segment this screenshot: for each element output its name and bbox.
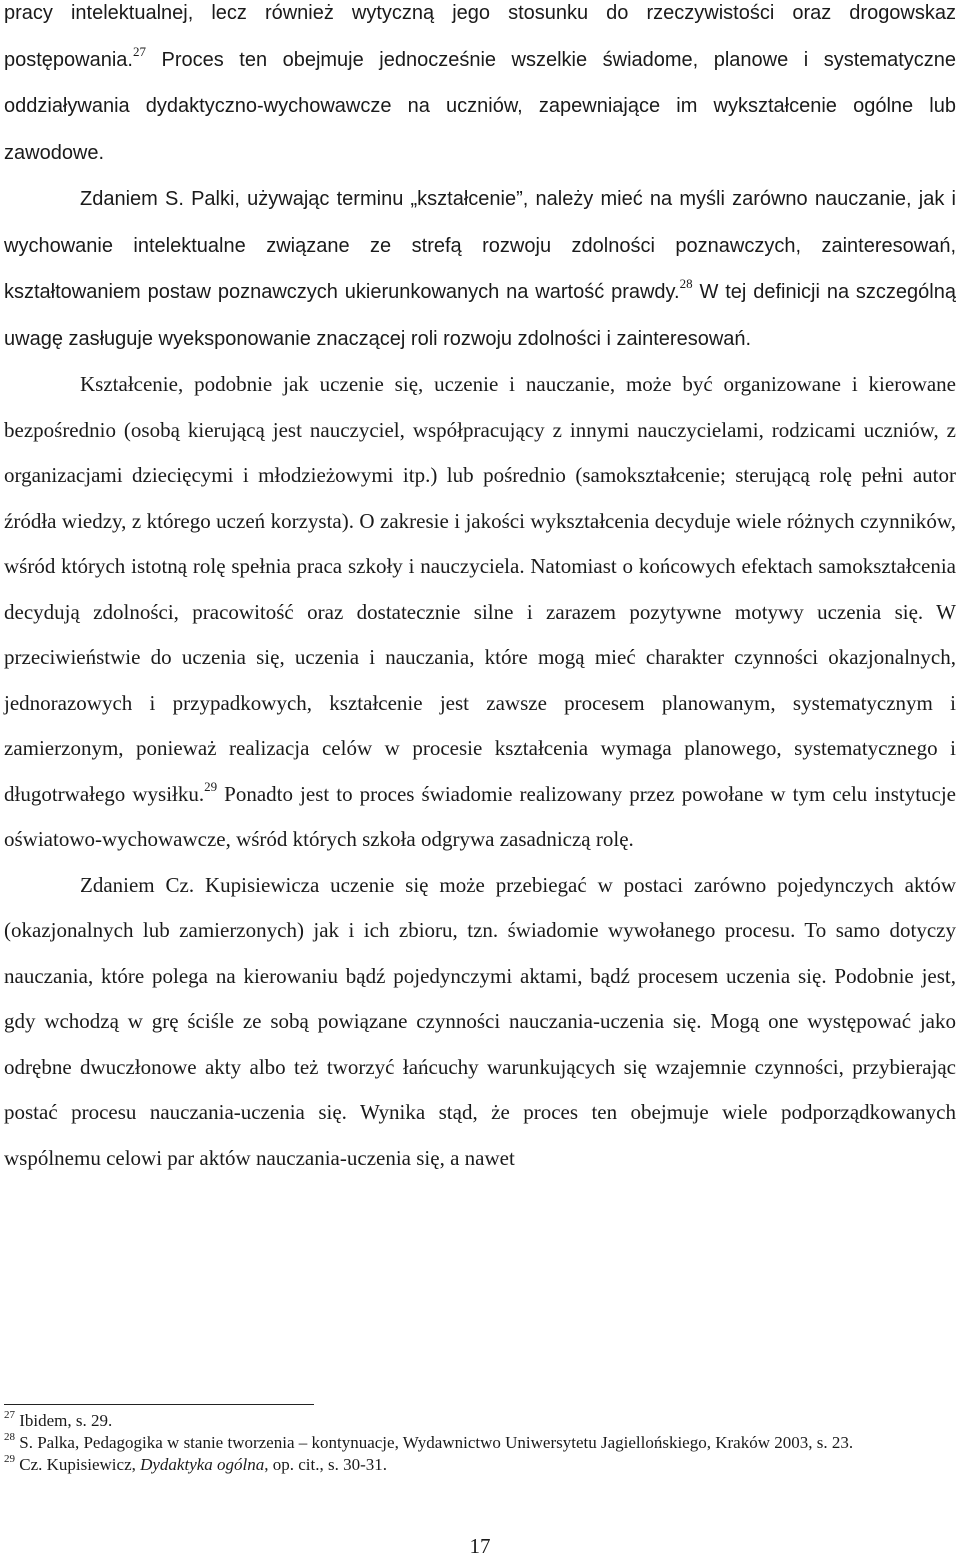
footnote-text: S. Palka, Pedagogika w stanie tworzenia – kontynuacje, Wydawnictwo Uniwersytetu Jagiellońskiego, Kraków 2003, s. 23. (19, 1433, 854, 1452)
text-run: Zdaniem S. Palki, używając terminu „kształcenie”, należy mieć na myśli zarówno nauczanie, jak i wychowanie intelektualne związane ze strefą rozwoju zdolności poznawczych, zainteresowań, kształtowaniem postaw poznawczych ukierunkowanych na wartość prawdy. (4, 188, 956, 303)
footnote-ref-29[interactable]: 29 (204, 778, 218, 794)
footnote-number: 28 (4, 1431, 15, 1444)
footnote-28 (4, 1432, 956, 1454)
paragraph-1 (4, 0, 956, 176)
text-run: Proces ten obejmuje jednocześnie wszelkie świadome, planowe i systematyczne oddziaływania dydaktyczno-wychowawcze na uczniów, zapewniające im wykształcenie ogólne lub zawodowe. (4, 48, 956, 164)
footnote-ref-27[interactable]: 27 (132, 43, 146, 59)
footnote-number: 29 (4, 1453, 15, 1466)
text-run: pracy intelektualnej, lecz również wytyczną jego stosunku do rzeczywistości oraz drogowskaz postępowania. (4, 2, 956, 71)
paragraph-4 (4, 863, 956, 1182)
footnote-text: , op. cit., s. 30-31. (264, 1455, 388, 1474)
footnote-text: Cz. Kupisiewicz, (19, 1455, 141, 1474)
page-number: 17 (469, 1534, 491, 1558)
footnote-ref-28[interactable]: 28 (679, 276, 693, 291)
text-run: O zakresie i jakości wykształcenia decyduje wiele różnych czynników, wśród których istotną rolę spełnia praca szkoły i nauczyciela. Natomiast o końcowych efektach samokształcenia decydują zdolności, pracowitość oraz dostatecznie silne i zarazem pozytywne motywy uczenia się. W przeciwieństwie do uczenia się, uczenia i nauczania, które mogą mieć charakter czynności okazjonalnych, jednorazowych i przypadkowych, kształcenie jest zawsze procesem planowanym, systematycznym i zamierzonym, ponieważ realizacja celów w procesie kształcenia wymaga planowego, systematycznego i długotrwałego wysiłku. (4, 508, 956, 806)
footnote-29 (4, 1454, 956, 1476)
footnote-text: Ibidem, s. 29. (19, 1411, 113, 1430)
text-run: Kształcenie, podobnie jak uczenie się, uczenie i nauczanie, może być organizowane i kierowane bezpośrednio (osobą kierującą jest nauczyciel, współpracujący z innymi nauczycielami, rodzicami uczniów, z organizacjami dziecięcymi i młodzieżowymi itp.) lub pośrednio (samokształcenie; sterującą rolę pełni autor źródła wiedzy, z którego uczeń korzysta). (4, 372, 956, 533)
text-run: W tej definicji na szczególną uwagę zasługuje wyeksponowanie znaczącej roli rozwoju zdolności i zainteresowań. (4, 281, 956, 350)
footnote-number: 27 (4, 1409, 15, 1422)
footnote-separator (4, 1404, 314, 1405)
text-run: Ponadto jest to proces świadomie realizowany przez powołane w tym celu instytucje oświatowo-wychowawcze, wśród których szkoła odgrywa zasadniczą rolę. (4, 781, 957, 851)
body-text (4, 0, 956, 1181)
book-title: Dydaktyka ogólna (140, 1455, 265, 1474)
footnote-27 (4, 1410, 956, 1432)
paragraph-3 (4, 362, 956, 863)
footnotes (4, 1410, 956, 1476)
paragraph-2 (4, 176, 956, 362)
text-run: Zdaniem Cz. Kupisiewicza uczenie się może przebiegać w postaci zarówno pojedynczych aktów (okazjonalnych lub zamierzonych) jak i ich zbioru, tzn. świadomie wywołanego procesu. To samo dotyczy nauczania, które polega na kierowaniu bądź pojedynczymi aktami, bądź procesem uczenia się. Podobnie jest, gdy wchodzą w grę ściśle ze sobą powiązane czynności nauczania-uczenia się. Mogą one występować jako odrębne dwuczłonowe akty albo też tworzyć łańcuchy warunkujących się wzajemnie czynności, przybierając postać procesu nauczania-uczenia się. Wynika stąd, że proces ten obejmuje wiele podporządkowanych wspólnemu celowi par aktów nauczania-uczenia się, a nawet (4, 872, 956, 1170)
